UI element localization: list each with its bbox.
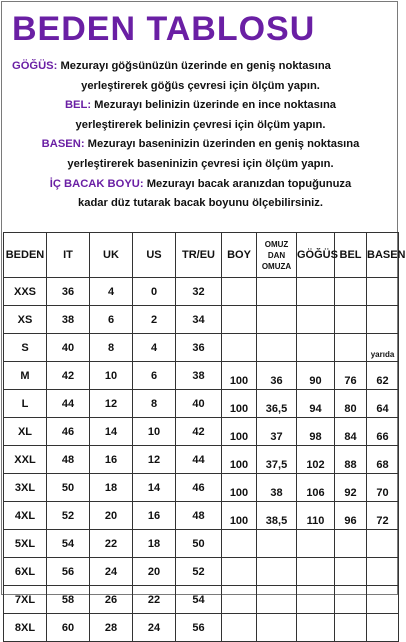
ic-bacak-term: İÇ BACAK BOYU: [49,177,144,190]
cell-tr: 54 [176,586,222,614]
cell-beden: XXL [4,446,47,474]
table-row [4,502,399,530]
cell-it: 48 [47,446,90,474]
cell-basen [367,558,399,586]
header-beden: BEDEN [4,233,47,278]
cell-bel: 84 [335,418,367,446]
size-chart-sheet [1,1,406,634]
cell-omuz: 37 [257,418,297,446]
cell-omuz [257,614,297,642]
cell-boy: 100 [222,362,257,390]
cell-it: 56 [47,558,90,586]
cell-us: 24 [133,614,176,642]
table-row [4,334,399,362]
cell-basen [367,278,399,306]
cell-gogus [297,530,335,558]
cell-beden: 8XL [4,614,47,642]
cell-omuz [257,558,297,586]
cell-gogus [297,306,335,334]
cell-beden: S [4,334,47,362]
cell-bel [335,306,367,334]
cell-uk: 4 [90,278,133,306]
table-row [4,446,399,474]
cell-it: 40 [47,334,90,362]
cell-basen: 68 [367,446,399,474]
cell-bel [335,278,367,306]
cell-basen [367,306,399,334]
gogus-term: GÖĞÜS: [12,60,58,72]
cell-tr: 46 [176,474,222,502]
cell-boy [222,586,257,614]
cell-tr: 40 [176,390,222,418]
cell-bel: 76 [335,362,367,390]
basen-term: BASEN: [41,138,85,151]
bel-line2: yerleştirerek belinizin çevresi için ölçüm yapın. [75,118,326,131]
cell-tr: 36 [176,334,222,362]
size-table-body [4,278,399,642]
measurement-instructions [2,57,399,214]
table-row [4,614,399,642]
cell-omuz [257,334,297,362]
cell-beden: 7XL [4,586,47,614]
header-omuz: OMUZ DAN OMUZA [257,233,297,278]
basen-instruction [2,135,399,155]
cell-bel [335,558,367,586]
cell-tr: 48 [176,502,222,530]
cell-uk: 28 [90,614,133,642]
cell-it: 44 [47,390,90,418]
cell-it: 46 [47,418,90,446]
cell-us: 22 [133,586,176,614]
cell-basen [367,614,399,642]
cell-basen: 72 [367,502,399,530]
table-header-row [4,233,399,278]
cell-bel: 92 [335,474,367,502]
header-basen: BASEN [367,233,399,278]
header-boy: BOY [222,233,257,278]
cell-uk: 20 [90,502,133,530]
cell-beden: 5XL [4,530,47,558]
cell-tr: 52 [176,558,222,586]
cell-omuz [257,278,297,306]
basen-line1: Mezurayı baseninizin üzerinden en geniş noktasına [84,138,360,151]
header-it: IT [47,233,90,278]
cell-boy [222,558,257,586]
table-row [4,418,399,446]
bel-term: BEL: [64,99,92,112]
cell-boy [222,306,257,334]
cell-us: 0 [133,278,176,306]
cell-omuz [257,306,297,334]
cell-omuz: 37,5 [257,446,297,474]
cell-omuz: 38 [257,474,297,502]
cell-us: 18 [133,530,176,558]
cell-basen: 64 [367,390,399,418]
cell-us: 2 [133,306,176,334]
cell-gogus [297,278,335,306]
cell-beden: XL [4,418,47,446]
ic-bacak-line2: kadar düz tutarak bacak boyunu ölçebilirsiniz. [78,197,323,210]
table-row [4,558,399,586]
cell-uk: 22 [90,530,133,558]
cell-tr: 38 [176,362,222,390]
cell-gogus [297,614,335,642]
cell-tr: 56 [176,614,222,642]
cell-beden: 6XL [4,558,47,586]
cell-boy: 100 [222,446,257,474]
cell-gogus: 98 [297,418,335,446]
cell-it: 36 [47,278,90,306]
cell-boy [222,530,257,558]
cell-us: 20 [133,558,176,586]
cell-it: 54 [47,530,90,558]
cell-gogus [297,558,335,586]
cell-gogus: 94 [297,390,335,418]
cell-boy: 100 [222,502,257,530]
cell-gogus [297,334,335,362]
cell-us: 10 [133,418,176,446]
table-row [4,306,399,334]
cell-bel: 80 [335,390,367,418]
header-us: US [133,233,176,278]
table-row [4,362,399,390]
header-bel: BEL [335,233,367,278]
cell-tr: 34 [176,306,222,334]
cell-it: 58 [47,586,90,614]
cell-boy: 100 [222,474,257,502]
cell-beden: XS [4,306,47,334]
cell-us: 6 [133,362,176,390]
cell-tr: 44 [176,446,222,474]
cell-beden: 3XL [4,474,47,502]
page-title: BEDEN TABLOSU [12,10,316,48]
cell-gogus: 90 [297,362,335,390]
cell-uk: 14 [90,418,133,446]
cell-us: 4 [133,334,176,362]
header-uk: UK [90,233,133,278]
cell-omuz [257,530,297,558]
cell-uk: 12 [90,390,133,418]
size-table [3,232,406,642]
cell-gogus: 110 [297,502,335,530]
cell-basen: 70 [367,474,399,502]
table-row [4,530,399,558]
cell-omuz: 36 [257,362,297,390]
cell-gogus: 102 [297,446,335,474]
cell-boy [222,278,257,306]
cell-it: 42 [47,362,90,390]
cell-it: 50 [47,474,90,502]
cell-gogus: 106 [297,474,335,502]
bel-line1: Mezurayı belinizin üzerinde en ince noktasına [91,99,337,112]
table-row [4,278,399,306]
cell-gogus [297,586,335,614]
cell-bel [335,530,367,558]
cell-us: 12 [133,446,176,474]
cell-omuz: 36,5 [257,390,297,418]
cell-boy [222,614,257,642]
cell-omuz [257,586,297,614]
cell-uk: 8 [90,334,133,362]
gogus-instruction [2,57,399,77]
cell-basen: yarıda [367,334,399,362]
cell-tr: 32 [176,278,222,306]
bel-instruction [2,96,399,116]
table-row [4,586,399,614]
cell-bel [335,334,367,362]
table-row [4,474,399,502]
cell-tr: 42 [176,418,222,446]
cell-tr: 50 [176,530,222,558]
gogus-line2: yerleştirerek göğüs çevresi için ölçüm yapın. [81,79,320,92]
cell-beden: XXS [4,278,47,306]
gogus-line1: Mezurayı göğsünüzün üzerinde en geniş noktasına [57,60,331,72]
cell-bel [335,614,367,642]
table-row [4,390,399,418]
cell-us: 8 [133,390,176,418]
cell-it: 60 [47,614,90,642]
basen-line2: yerleştirerek baseninizin çevresi için ölçüm yapın. [67,157,334,170]
cell-uk: 16 [90,446,133,474]
header-gogus: GÖĞÜS [297,233,335,278]
cell-basen [367,530,399,558]
ic-bacak-line1: Mezurayı bacak aranızdan topuğunuza [143,177,352,190]
cell-us: 14 [133,474,176,502]
cell-bel: 88 [335,446,367,474]
cell-basen: 66 [367,418,399,446]
cell-basen: 62 [367,362,399,390]
cell-us: 16 [133,502,176,530]
cell-boy: 100 [222,390,257,418]
ic-bacak-instruction [2,175,399,195]
cell-beden: L [4,390,47,418]
cell-uk: 6 [90,306,133,334]
cell-uk: 26 [90,586,133,614]
cell-boy: 100 [222,418,257,446]
cell-bel [335,586,367,614]
header-tr-eu: TR/EU [176,233,222,278]
cell-beden: M [4,362,47,390]
cell-omuz: 38,5 [257,502,297,530]
cell-it: 38 [47,306,90,334]
cell-it: 52 [47,502,90,530]
cell-uk: 24 [90,558,133,586]
cell-uk: 10 [90,362,133,390]
cell-bel: 96 [335,502,367,530]
cell-uk: 18 [90,474,133,502]
cell-basen [367,586,399,614]
cell-beden: 4XL [4,502,47,530]
cell-boy [222,334,257,362]
